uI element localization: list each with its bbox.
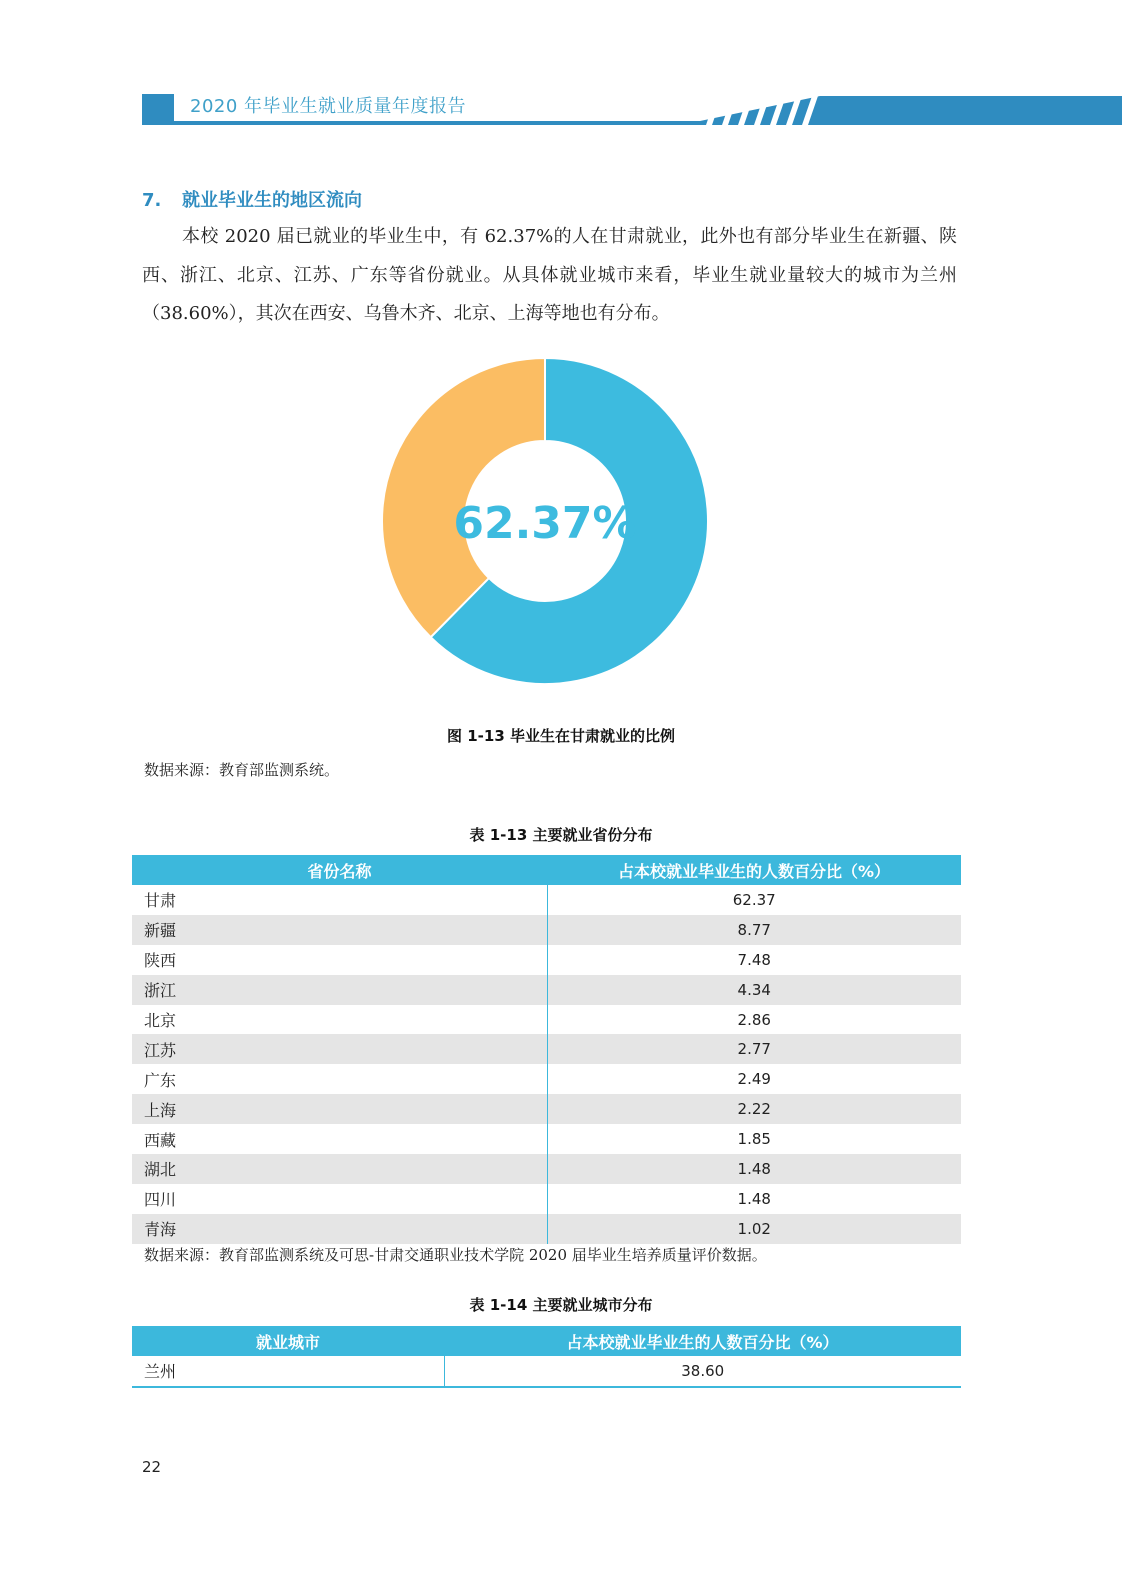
table-row: [132, 975, 961, 1005]
province-percent: 4.34: [547, 975, 961, 1005]
province-percent: 2.49: [737, 1070, 771, 1089]
figure-caption: 图 1-13 毕业生在甘肃就业的比例: [447, 727, 675, 745]
province-percent: 62.37: [732, 890, 776, 909]
header-accent-block: [142, 94, 174, 124]
province-name: 西藏: [132, 1124, 547, 1154]
header-stripes-decoration: [700, 96, 840, 125]
table-row: [132, 1005, 961, 1035]
province-table: [132, 855, 961, 1244]
table-row: [132, 885, 961, 915]
province-name: 广东: [132, 1064, 547, 1094]
province-name: 湖北: [132, 1154, 547, 1184]
province-percent: 2.77: [547, 1034, 961, 1064]
table-row: [132, 1064, 961, 1094]
table-header-cell: 占本校就业毕业生的人数百分比（%）: [547, 855, 961, 885]
table-row: [132, 1124, 961, 1154]
province-name: 江苏: [132, 1034, 547, 1064]
table-header-cell: 省份名称: [132, 855, 547, 885]
table-row: [132, 1094, 961, 1124]
province-name: 北京: [132, 1005, 547, 1035]
table1-source: 数据来源：教育部监测系统及可思-甘肃交通职业技术学院 2020 届毕业生培养质量评价数据。: [144, 1246, 767, 1264]
table-row: [132, 1184, 961, 1214]
province-name: 陕西: [132, 945, 547, 975]
province-name: 浙江: [132, 975, 547, 1005]
city-percent: 38.60: [681, 1361, 725, 1380]
table-row: [132, 1034, 961, 1064]
province-name: 四川: [132, 1184, 547, 1214]
province-name: 新疆: [132, 915, 547, 945]
city-table: [132, 1326, 961, 1388]
province-name: 上海: [132, 1094, 547, 1124]
province-percent: 7.48: [737, 950, 771, 969]
donut-chart: [370, 350, 720, 700]
province-percent: 2.22: [547, 1094, 961, 1124]
table-row: [132, 1356, 961, 1387]
table-header-row: [132, 855, 961, 885]
donut-center-label: 62.37%: [453, 498, 637, 549]
section-title: 就业毕业生的地区流向: [182, 190, 362, 211]
table-row: [132, 1154, 961, 1184]
table2-caption: 表 1-14 主要就业城市分布: [469, 1296, 653, 1314]
province-percent: 2.86: [737, 1010, 771, 1029]
city-name: 兰州: [132, 1356, 444, 1387]
table-header-cell: 就业城市: [132, 1326, 444, 1356]
province-name: 青海: [132, 1214, 547, 1244]
body-paragraph: 本校 2020 届已就业的毕业生中，有 62.37%的人在甘肃就业，此外也有部分毕业生在新疆、陕西、浙江、北京、江苏、广东等省份就业。从具体就业城市来看，毕业生就业量较大的城市为兰州（38.60%），其次在西安、乌鲁木齐、北京、上海等地也有分布。: [142, 226, 957, 324]
province-percent: 1.85: [737, 1130, 771, 1149]
province-name: 甘肃: [132, 885, 547, 915]
table-row: [132, 945, 961, 975]
table-header-cell: 占本校就业毕业生的人数百分比（%）: [444, 1326, 961, 1356]
table-row: [132, 1214, 961, 1244]
province-percent: 1.48: [547, 1154, 961, 1184]
table-header-row: [132, 1326, 961, 1356]
header-title: 2020 年毕业生就业质量年度报告: [190, 96, 467, 117]
province-percent: 1.48: [737, 1189, 771, 1208]
section-heading: [142, 186, 362, 212]
page-number: 22: [142, 1458, 162, 1476]
province-percent: 1.02: [547, 1214, 961, 1244]
province-percent: 8.77: [547, 915, 961, 945]
table-row: [132, 915, 961, 945]
table1-caption: 表 1-13 主要就业省份分布: [469, 826, 653, 844]
section-number: 7.: [142, 190, 162, 211]
header-rule: [142, 121, 702, 125]
figure-source: 数据来源：教育部监测系统。: [144, 761, 340, 779]
